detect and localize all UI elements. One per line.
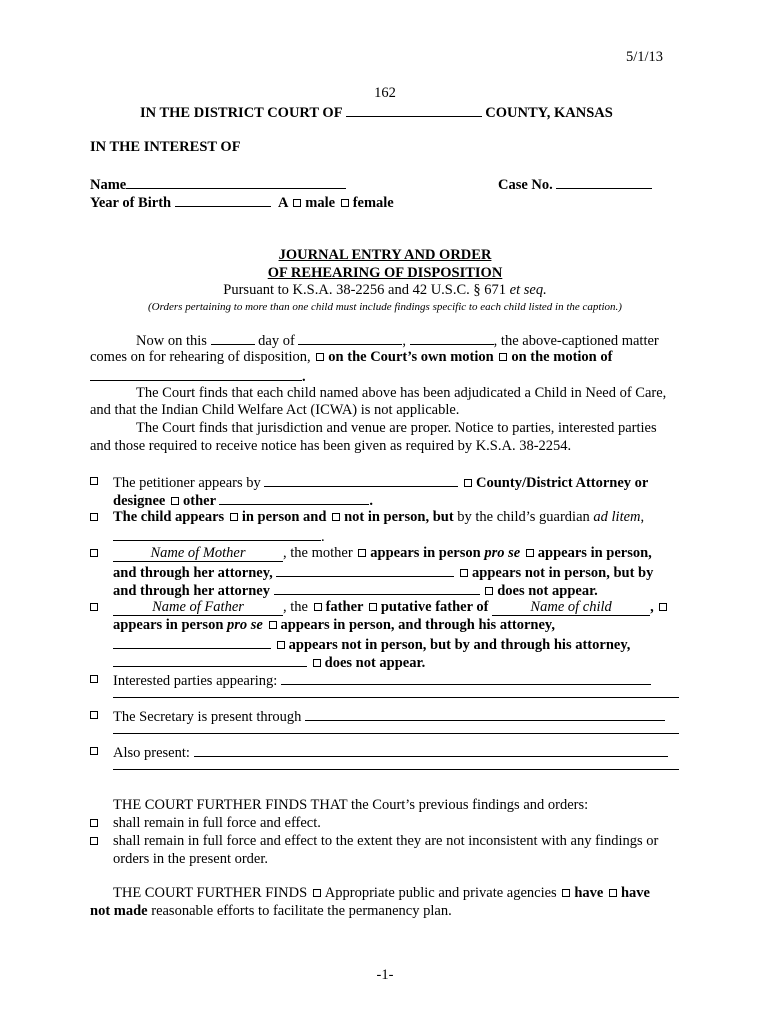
finding1-line1: The Court finds that each child named above has been adjudicated a Child in Need of Care, — [136, 385, 667, 401]
case-number-field[interactable] — [556, 174, 652, 189]
petitioner-line2: designee other . — [113, 490, 373, 510]
ad-litem: ad litem — [593, 509, 641, 525]
intro-line3 — [90, 366, 306, 386]
father-attorney-field2[interactable] — [113, 652, 307, 667]
birth-row — [90, 192, 394, 212]
mother-in-person-label: appears in person, — [537, 545, 652, 561]
mother-pro-se-checkbox[interactable] — [358, 549, 366, 557]
father-line2 — [113, 616, 555, 634]
father-name-field[interactable]: Name of Father — [113, 599, 283, 616]
male-label: male — [305, 195, 336, 211]
mother-through-attorney2: and through her attorney — [113, 583, 270, 599]
have-label: have — [574, 885, 604, 901]
et-seq: et seq. — [509, 282, 547, 298]
child-not-in-person-checkbox[interactable] — [332, 513, 340, 521]
petitioner-label: The petitioner appears by — [113, 475, 261, 491]
child-line2: . — [113, 526, 325, 546]
father-pro-se-italic: pro se — [227, 617, 263, 633]
not-inconsistent-line1: shall remain in full force and effect to the extent they are not inconsistent with any findings or — [113, 833, 659, 849]
female-checkbox[interactable] — [341, 199, 349, 207]
also-present-continuation-line[interactable] — [113, 769, 679, 770]
not-inconsistent-checkbox[interactable] — [90, 837, 98, 845]
other-checkbox[interactable] — [171, 497, 179, 505]
father-not-appear-label: does not appear. — [324, 655, 426, 671]
motion-of-label: on the motion of — [511, 349, 613, 365]
mother-pro-se-italic: pro se — [484, 545, 521, 561]
mother-not-in-person-label: appears not in person, but by — [472, 565, 654, 581]
have-checkbox[interactable] — [562, 889, 570, 897]
case-row — [498, 174, 652, 194]
interested-label: Interested parties appearing: — [113, 673, 278, 689]
date: 5/1/13 — [626, 49, 664, 65]
father-extra-checkbox[interactable] — [659, 603, 667, 611]
petitioner-line1 — [113, 472, 648, 492]
mother-through-attorney: and through her attorney, — [113, 565, 273, 581]
father-line4 — [113, 652, 425, 672]
father-not-in-person-checkbox[interactable] — [277, 641, 285, 649]
full-force-checkbox[interactable] — [90, 819, 98, 827]
father-attorney-field[interactable] — [113, 634, 271, 649]
agencies-label: Appropriate public and private agencies — [324, 885, 557, 901]
further-findings-2: THE COURT FURTHER FINDS — [113, 885, 308, 901]
father-role-checkbox[interactable] — [314, 603, 322, 611]
own-motion-checkbox[interactable] — [316, 353, 324, 361]
name-label: Name — [90, 177, 127, 193]
interested-line — [113, 670, 651, 690]
the-label: , the — [283, 599, 308, 615]
child-in-person-label: in person and — [241, 509, 327, 525]
birth-year-field[interactable] — [175, 192, 271, 207]
also-present-label: Also present: — [113, 745, 190, 761]
secretary-line — [113, 706, 665, 726]
secretary-field[interactable] — [305, 706, 665, 721]
finding1-line2: and that the Indian Child Welfare Act (ICWA) is not applicable. — [90, 402, 460, 418]
finding2-line1: The Court finds that jurisdiction and venue are proper. Notice to parties, interested parties — [136, 420, 657, 436]
page-number: -1- — [376, 967, 394, 983]
mother-not-appear-label: does not appear. — [497, 583, 598, 599]
captioned-text: , the above-captioned matter — [493, 333, 659, 349]
mother-attorney-field2[interactable] — [274, 580, 480, 595]
mother-line2 — [113, 562, 653, 582]
have-not-checkbox[interactable] — [609, 889, 617, 897]
have-not-label: have — [620, 885, 650, 901]
father-not-appear-checkbox[interactable] — [313, 659, 321, 667]
also-present-checkbox[interactable] — [90, 747, 98, 755]
county-attorney-label: County/District Attorney or — [476, 475, 649, 491]
father-in-person-checkbox[interactable] — [269, 621, 277, 629]
other-label: other — [182, 493, 216, 509]
title-line2: OF REHEARING OF DISPOSITION — [267, 265, 503, 281]
year-field[interactable] — [410, 330, 494, 345]
designee-label: designee — [113, 493, 166, 509]
comma: , — [402, 333, 407, 349]
form-number: 162 — [374, 85, 396, 101]
agencies-checkbox[interactable] — [313, 889, 321, 897]
court-suffix: COUNTY, KANSAS — [485, 105, 613, 121]
pursuant-line — [0, 281, 770, 299]
mother-checkbox[interactable] — [90, 549, 98, 557]
further-findings-2-line1 — [113, 884, 650, 902]
full-force-label: shall remain in full force and effect. — [113, 815, 321, 831]
further-findings-1: THE COURT FURTHER FINDS THAT the Court’s previous findings and orders: — [113, 797, 589, 813]
birth-a: A — [277, 195, 288, 211]
mother-not-appear-checkbox[interactable] — [485, 587, 493, 595]
mother-line3 — [113, 580, 598, 600]
birth-label: Year of Birth — [90, 195, 172, 211]
male-checkbox[interactable] — [293, 199, 301, 207]
guardian-label: by the child’s guardian — [457, 509, 590, 525]
comes-on-text: comes on for rehearing of disposition, — [90, 349, 311, 365]
child-in-person-checkbox[interactable] — [230, 513, 238, 521]
also-present-line — [113, 742, 668, 762]
father-label: father — [325, 599, 364, 615]
county-field[interactable] — [346, 102, 482, 117]
petitioner-field[interactable] — [264, 472, 458, 487]
mother-attorney-field[interactable] — [276, 562, 454, 577]
name-field[interactable] — [126, 174, 346, 189]
day-field[interactable] — [211, 330, 255, 345]
father-checkbox[interactable] — [90, 603, 98, 611]
child-name-field[interactable]: Name of child — [492, 599, 650, 616]
finding2-line2: and those required to receive notice has been given as required by K.S.A. 38-2254. — [90, 438, 572, 454]
now-on-this: Now on this — [136, 333, 207, 349]
title-line1: JOURNAL ENTRY AND ORDER — [278, 247, 492, 263]
own-motion-label: on the Court’s own motion — [328, 349, 494, 365]
child-not-in-person-label: not in person, but — [344, 509, 454, 525]
mother-name-field[interactable]: Name of Mother — [113, 545, 283, 562]
caption-note: (Orders pertaining to more than one child must include findings specific to each child listed in the caption.) — [148, 301, 622, 313]
father-in-person-label: appears in person, and through his attorney, — [280, 617, 555, 633]
not-inconsistent-line2: orders in the present order. — [113, 851, 269, 867]
also-present-field[interactable] — [194, 742, 668, 757]
period: . — [302, 369, 306, 385]
further-findings-2-line2 — [90, 902, 452, 920]
interested-continuation-line[interactable] — [113, 697, 679, 698]
child-appears-label: The child appears — [113, 509, 225, 525]
guardian-field[interactable] — [113, 526, 321, 541]
female-label: female — [352, 195, 394, 211]
mother-line1 — [113, 544, 652, 562]
petitioner-checkbox[interactable] — [90, 477, 98, 485]
other-field[interactable] — [219, 490, 369, 505]
secretary-label: The Secretary is present through — [113, 709, 302, 725]
efforts-text: reasonable efforts to facilitate the permanency plan. — [151, 903, 452, 919]
secretary-checkbox[interactable] — [90, 711, 98, 719]
name-row — [90, 174, 346, 194]
month-field[interactable] — [298, 330, 402, 345]
court-heading — [140, 102, 613, 122]
interested-field[interactable] — [281, 670, 651, 685]
case-label: Case No. — [498, 177, 553, 193]
father-pro-se-label: appears in person — [113, 617, 224, 633]
child-checkbox[interactable] — [90, 513, 98, 521]
putative-label: putative father of — [380, 599, 489, 615]
not-made-label: not made — [90, 903, 148, 919]
father-line3 — [113, 634, 630, 654]
mother-not-in-person-checkbox[interactable] — [460, 569, 468, 577]
mother-pro-se-label: appears in person — [370, 545, 481, 561]
motion-party-field[interactable] — [90, 366, 302, 381]
putative-father-checkbox[interactable] — [369, 603, 377, 611]
intro-line2 — [90, 348, 612, 366]
father-line1: Name of Father , the father putative father of Name of child , — [113, 598, 671, 616]
motion-of-checkbox[interactable] — [499, 353, 507, 361]
child-line1: The child appears in person and not in person, but by the child’s guardian ad litem, — [113, 509, 645, 525]
court-prefix: IN THE DISTRICT COURT OF — [140, 105, 343, 121]
intro-line1 — [136, 330, 659, 350]
in-interest-of: IN THE INTEREST OF — [90, 139, 241, 155]
county-attorney-checkbox[interactable] — [464, 479, 472, 487]
mother-in-person-checkbox[interactable] — [526, 549, 534, 557]
pursuant-text: Pursuant to K.S.A. 38-2256 and 42 U.S.C. § 671 — [223, 282, 507, 298]
day-of: day of — [258, 333, 295, 349]
secretary-continuation-line[interactable] — [113, 733, 679, 734]
interested-checkbox[interactable] — [90, 675, 98, 683]
the-mother: , the mother — [283, 545, 353, 561]
father-not-in-person-label: appears not in person, but by and through his attorney, — [288, 637, 631, 653]
